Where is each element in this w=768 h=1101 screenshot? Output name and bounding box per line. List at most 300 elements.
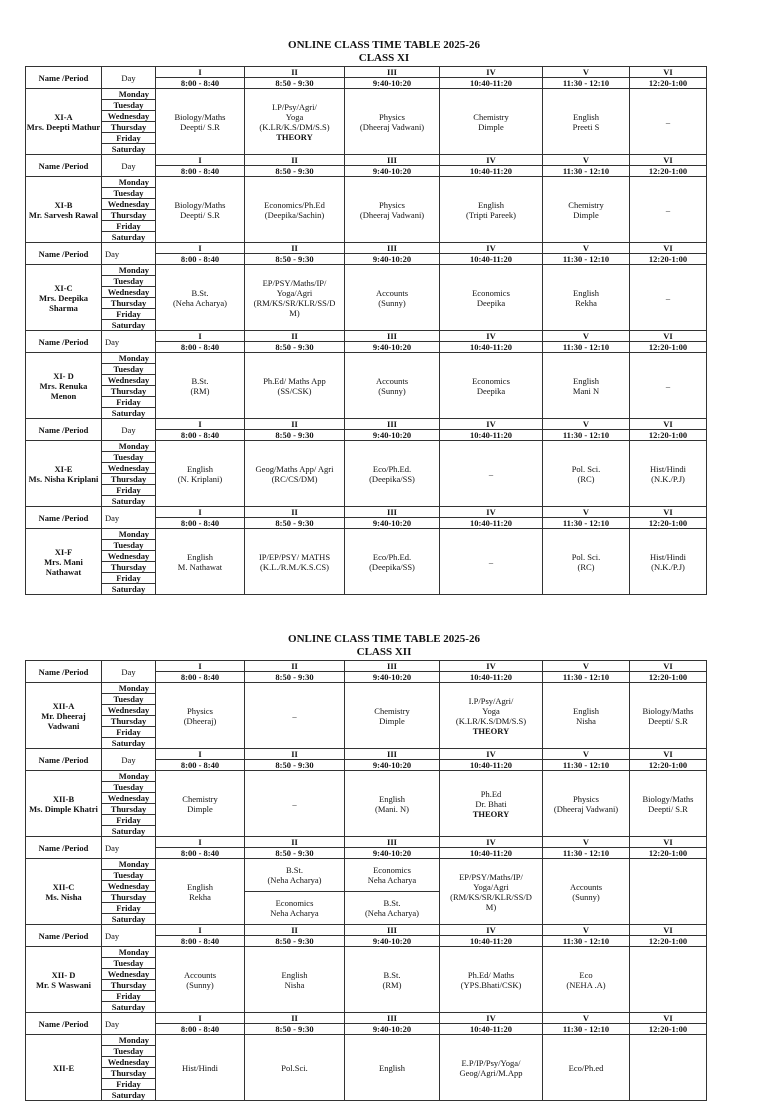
day-label: Saturday <box>102 738 156 749</box>
cell-line: (Dheeraj Vadwani) <box>359 209 425 220</box>
period-number: IV <box>440 67 543 78</box>
period-number: V <box>543 1013 630 1024</box>
cell-line: (RM) <box>382 979 402 990</box>
day-label: Wednesday <box>102 287 156 298</box>
class-section <box>26 1035 102 1101</box>
subject-cell <box>245 177 345 243</box>
period-time: 9:40-10:20 <box>345 254 440 265</box>
period-number: I <box>156 1013 245 1024</box>
period-number: I <box>156 331 245 342</box>
period-time: 8:50 - 9:30 <box>245 760 345 771</box>
cell-line: Physics <box>379 111 405 122</box>
period-time: 11:30 - 12:10 <box>543 760 630 771</box>
cell-line: English <box>573 705 599 716</box>
header-day: Day <box>102 155 156 177</box>
cell-line: Deepika <box>476 385 506 396</box>
cell-line: Deepti/ S.R <box>180 209 220 220</box>
header-name-period: Name /Period <box>26 1013 102 1035</box>
period-number: IV <box>440 749 543 760</box>
cell-line: (K.L./R.M./K.S.CS) <box>260 561 329 572</box>
day-label: Wednesday <box>102 705 156 716</box>
period-time: 9:40-10:20 <box>345 1024 440 1035</box>
period-number: VI <box>630 1013 707 1024</box>
subject-cell <box>156 265 245 331</box>
period-number: III <box>345 67 440 78</box>
period-time: 8:50 - 9:30 <box>245 78 345 89</box>
cell-line: (NEHA .A) <box>566 979 606 990</box>
day-label: Thursday <box>102 804 156 815</box>
period-time: 9:40-10:20 <box>345 760 440 771</box>
subject-cell <box>345 441 440 507</box>
period-number: I <box>156 661 245 672</box>
cell-line: (K.LR/K.S/DM/S.S) <box>259 121 330 132</box>
cell-line: (RM) <box>190 385 210 396</box>
period-number: VI <box>630 419 707 430</box>
cell-line: – <box>292 710 297 721</box>
subject-cell <box>630 89 707 155</box>
day-label: Wednesday <box>102 793 156 804</box>
cell-line: (Sunny) <box>186 979 214 990</box>
period-time: 8:50 - 9:30 <box>245 430 345 441</box>
class-xii-subtitle: CLASS XII <box>356 646 412 658</box>
section-code: XII-B <box>52 793 75 804</box>
cell-line: (RC/CS/DM) <box>271 473 318 484</box>
cell-line: (Dheeraj Vadwani) <box>359 121 425 132</box>
cell-line: (RC) <box>577 561 595 572</box>
subject-cell <box>345 177 440 243</box>
subject-cell <box>245 771 345 837</box>
section-code: XII-C <box>52 881 75 892</box>
subject-cell <box>345 529 440 595</box>
subject-cell <box>245 353 345 419</box>
subject-cell <box>245 683 345 749</box>
period-number: V <box>543 243 630 254</box>
period-time: 11:30 - 12:10 <box>543 1024 630 1035</box>
day-label: Friday <box>102 815 156 826</box>
period-time: 10:40-11:20 <box>440 518 543 529</box>
period-time: 12:20-1:00 <box>630 518 707 529</box>
day-label: Thursday <box>102 210 156 221</box>
period-number: V <box>543 331 630 342</box>
subject-cell <box>630 947 707 1013</box>
cell-line: Ph.Ed <box>480 788 502 799</box>
header-day: Day <box>102 661 156 683</box>
day-label: Thursday <box>102 1068 156 1079</box>
subject-cell <box>543 947 630 1013</box>
cell-line: (Tripti Pareek) <box>466 209 516 220</box>
day-label: Tuesday <box>102 870 156 881</box>
period-number: III <box>345 661 440 672</box>
subject-cell <box>543 529 630 595</box>
day-label: Saturday <box>102 144 156 155</box>
day-label: Saturday <box>102 1090 156 1101</box>
cell-line: M) <box>289 307 300 318</box>
teacher-name: Mrs. Deepika Sharma <box>38 292 89 313</box>
subject-cell <box>630 441 707 507</box>
cell-line: (Dheeraj) <box>183 715 217 726</box>
cell-line: (SS/CSK) <box>277 385 312 396</box>
period-number: III <box>345 155 440 166</box>
day-label: Friday <box>102 221 156 232</box>
period-time: 8:50 - 9:30 <box>245 518 345 529</box>
cell-line: Biology/Maths <box>174 199 226 210</box>
subject-cell <box>156 89 245 155</box>
period-time: 11:30 - 12:10 <box>543 672 630 683</box>
subject-cell <box>630 771 707 837</box>
cell-line: Geog/Maths App/ Agri <box>255 463 334 474</box>
period-time: 12:20-1:00 <box>630 848 707 859</box>
cell-line: Economics <box>472 287 510 298</box>
cell-line: IP/EP/PSY/ MATHS <box>258 551 331 562</box>
period-number: I <box>156 419 245 430</box>
day-label: Monday <box>102 947 156 958</box>
day-label: Monday <box>102 177 156 188</box>
class-xi-title: ONLINE CLASS TIME TABLE 2025-26 <box>288 39 480 51</box>
cell-line: THEORY <box>472 808 510 819</box>
period-number: VI <box>630 837 707 848</box>
day-label: Friday <box>102 309 156 320</box>
day-label: Monday <box>102 771 156 782</box>
subject-cell <box>543 859 630 925</box>
period-number: IV <box>440 155 543 166</box>
section-code: XI-C <box>54 282 73 293</box>
header-name-period: Name /Period <box>26 925 102 947</box>
cell-line: Yoga <box>285 111 304 122</box>
subject-cell <box>156 859 245 925</box>
day-label: Wednesday <box>102 881 156 892</box>
class-section <box>26 177 102 243</box>
cell-line: Accounts <box>375 287 409 298</box>
period-number: II <box>245 419 345 430</box>
class-xii-timetable <box>25 660 707 1101</box>
day-label: Wednesday <box>102 375 156 386</box>
subject-cell <box>543 265 630 331</box>
period-number: II <box>245 837 345 848</box>
subject-cell <box>345 265 440 331</box>
class-section <box>26 859 102 925</box>
day-label: Tuesday <box>102 782 156 793</box>
period-time: 10:40-11:20 <box>440 936 543 947</box>
period-time: 10:40-11:20 <box>440 848 543 859</box>
subject-cell <box>440 1035 543 1101</box>
period-time: 8:00 - 8:40 <box>156 342 245 353</box>
period-time: 9:40-10:20 <box>345 518 440 529</box>
period-time: 8:00 - 8:40 <box>156 518 245 529</box>
day-label: Monday <box>102 529 156 540</box>
subject-cell <box>245 265 345 331</box>
day-label: Wednesday <box>102 1057 156 1068</box>
period-number: V <box>543 67 630 78</box>
day-label: Tuesday <box>102 1046 156 1057</box>
period-time: 9:40-10:20 <box>345 430 440 441</box>
cell-line: Neha Acharya <box>367 875 417 885</box>
subject-cell <box>440 441 543 507</box>
cell-line: Hist/Hindi <box>182 1062 218 1073</box>
cell-line: (RC) <box>577 473 595 484</box>
teacher-name: Ms. Nisha Kriplani <box>28 473 99 484</box>
cell-line: Preeti S <box>572 121 600 132</box>
day-label: Monday <box>102 89 156 100</box>
subject-cell <box>345 859 440 892</box>
period-time: 8:00 - 8:40 <box>156 672 245 683</box>
day-label: Tuesday <box>102 188 156 199</box>
class-section <box>26 529 102 595</box>
period-time: 10:40-11:20 <box>440 760 543 771</box>
day-label: Saturday <box>102 320 156 331</box>
subject-cell <box>156 529 245 595</box>
cell-line: I.P/Psy/Agri/ <box>272 101 317 112</box>
period-number: III <box>345 419 440 430</box>
subject-cell <box>156 771 245 837</box>
cell-line: (N.K./P.J) <box>651 473 685 484</box>
cell-line: Pol. Sci. <box>571 551 601 562</box>
period-time: 9:40-10:20 <box>345 848 440 859</box>
class-section <box>26 683 102 749</box>
period-time: 10:40-11:20 <box>440 1024 543 1035</box>
cell-line: Chemistry <box>473 111 509 122</box>
period-number: IV <box>440 925 543 936</box>
subject-cell <box>543 683 630 749</box>
cell-line: Mani N <box>572 385 600 396</box>
cell-line: (Sunny) <box>378 385 406 396</box>
header-day: Day <box>102 925 156 947</box>
class-section <box>26 265 102 331</box>
period-time: 11:30 - 12:10 <box>543 166 630 177</box>
cell-line: Nisha <box>284 979 305 990</box>
cell-line: M. Nathawat <box>177 561 223 572</box>
day-label: Friday <box>102 573 156 584</box>
period-number: V <box>543 749 630 760</box>
cell-line: B.St. <box>383 969 401 980</box>
period-time: 12:20-1:00 <box>630 1024 707 1035</box>
teacher-name: Ms. Nisha <box>45 891 82 902</box>
subject-cell <box>630 265 707 331</box>
day-label: Friday <box>102 397 156 408</box>
subject-cell <box>630 859 707 925</box>
period-number: V <box>543 507 630 518</box>
header-name-period: Name /Period <box>26 419 102 441</box>
subject-cell <box>156 683 245 749</box>
subject-cell <box>156 947 245 1013</box>
subject-cell <box>156 1035 245 1101</box>
cell-line: E.P/IP/Psy/Yoga/ <box>461 1057 521 1068</box>
cell-line: (Mani. N) <box>375 803 409 814</box>
cell-line: B.St. <box>285 865 303 875</box>
period-time: 10:40-11:20 <box>440 672 543 683</box>
subject-cell <box>630 529 707 595</box>
period-time: 11:30 - 12:10 <box>543 518 630 529</box>
header-day: Day <box>102 507 156 529</box>
cell-line: Rekha <box>575 297 597 308</box>
day-label: Friday <box>102 903 156 914</box>
cell-line: (Dheeraj Vadwani) <box>553 803 619 814</box>
subject-cell <box>543 771 630 837</box>
cell-line: (RM/KS/SR/KLR/SS/D <box>450 891 532 902</box>
section-code: XI-E <box>54 463 73 474</box>
period-number: III <box>345 243 440 254</box>
cell-line: Chemistry <box>182 793 218 804</box>
subject-cell <box>630 1035 707 1101</box>
period-time: 12:20-1:00 <box>630 78 707 89</box>
header-day: Day <box>102 749 156 771</box>
subject-cell <box>440 859 543 925</box>
period-time: 8:50 - 9:30 <box>245 848 345 859</box>
cell-line: (N.K./P.J) <box>651 561 685 572</box>
day-label: Saturday <box>102 914 156 925</box>
cell-line: – <box>665 380 671 391</box>
cell-line: Geog/Agri/M.App <box>459 1067 523 1078</box>
period-number: VI <box>630 67 707 78</box>
subject-cell <box>543 1035 630 1101</box>
period-time: 8:00 - 8:40 <box>156 430 245 441</box>
cell-line: Accounts <box>183 969 217 980</box>
class-section <box>26 947 102 1013</box>
cell-line: B.St. <box>383 898 401 908</box>
cell-line: English <box>478 199 504 210</box>
period-time: 8:50 - 9:30 <box>245 936 345 947</box>
cell-line: Deepti/ S.R <box>648 803 688 814</box>
header-day: Day <box>102 331 156 353</box>
cell-line: – <box>665 292 671 303</box>
period-number: IV <box>440 507 543 518</box>
period-number: IV <box>440 1013 543 1024</box>
subject-cell <box>440 529 543 595</box>
teacher-name: Mrs. Renuka Menon <box>39 380 88 401</box>
period-number: I <box>156 67 245 78</box>
class-section <box>26 353 102 419</box>
cell-line: English <box>187 551 213 562</box>
cell-line: Economics <box>472 375 510 386</box>
day-label: Thursday <box>102 474 156 485</box>
period-number: VI <box>630 155 707 166</box>
period-number: IV <box>440 331 543 342</box>
day-label: Monday <box>102 1035 156 1046</box>
day-label: Friday <box>102 991 156 1002</box>
teacher-name: Mr. S Waswani <box>35 979 92 990</box>
cell-line: Nisha <box>576 715 596 726</box>
period-time: 12:20-1:00 <box>630 672 707 683</box>
period-number: III <box>345 749 440 760</box>
cell-line: (Deepika/Sachin) <box>264 209 325 220</box>
cell-line: – <box>488 468 494 479</box>
period-number: VI <box>630 925 707 936</box>
teacher-name: Mr. Dheeraj Vadwani <box>41 710 86 731</box>
cell-line: Deepika <box>476 297 506 308</box>
cell-line: (Deepika/SS) <box>369 561 415 572</box>
period-number: V <box>543 419 630 430</box>
cell-line: THEORY <box>276 131 313 142</box>
day-label: Thursday <box>102 122 156 133</box>
day-label: Monday <box>102 859 156 870</box>
day-label: Friday <box>102 133 156 144</box>
period-time: 8:00 - 8:40 <box>156 936 245 947</box>
teacher-name: Mr. Sarvesh Rawal <box>28 209 99 220</box>
period-number: III <box>345 1013 440 1024</box>
section-code: XII-E <box>52 1062 75 1073</box>
class-section <box>26 771 102 837</box>
period-number: II <box>245 749 345 760</box>
period-number: VI <box>630 331 707 342</box>
period-time: 12:20-1:00 <box>630 760 707 771</box>
cell-line: Eco <box>579 969 593 980</box>
cell-line: Dimple <box>478 121 504 132</box>
day-label: Thursday <box>102 716 156 727</box>
period-time: 8:00 - 8:40 <box>156 1024 245 1035</box>
subject-cell <box>630 353 707 419</box>
period-number: V <box>543 155 630 166</box>
period-time: 8:00 - 8:40 <box>156 848 245 859</box>
period-time: 10:40-11:20 <box>440 430 543 441</box>
cell-line: Physics <box>573 793 599 804</box>
subject-cell <box>245 892 345 925</box>
period-number: IV <box>440 837 543 848</box>
period-number: II <box>245 243 345 254</box>
period-number: II <box>245 925 345 936</box>
period-time: 10:40-11:20 <box>440 254 543 265</box>
cell-line: Pol.Sci. <box>281 1062 308 1073</box>
day-label: Tuesday <box>102 276 156 287</box>
period-number: VI <box>630 243 707 254</box>
header-name-period: Name /Period <box>26 67 102 89</box>
day-label: Tuesday <box>102 364 156 375</box>
teacher-name: Mrs. Mani Nathawat <box>44 556 83 577</box>
period-number: I <box>156 837 245 848</box>
day-label: Thursday <box>102 298 156 309</box>
subject-cell <box>630 177 707 243</box>
cell-line: Deepti/ S.R <box>180 121 220 132</box>
cell-line: Economics/Ph.Ed <box>264 199 325 210</box>
subject-cell <box>440 771 543 837</box>
day-label: Wednesday <box>102 111 156 122</box>
day-label: Tuesday <box>102 100 156 111</box>
header-name-period: Name /Period <box>26 155 102 177</box>
cell-line: Eco/Ph.ed <box>568 1062 604 1073</box>
period-time: 8:00 - 8:40 <box>156 760 245 771</box>
teacher-name: Ms. Dimple Khatri <box>29 803 98 814</box>
subject-cell <box>345 1035 440 1101</box>
subject-cell <box>345 353 440 419</box>
day-label: Thursday <box>102 386 156 397</box>
teacher-name: Mrs. Deepti Mathur <box>26 121 101 132</box>
period-number: VI <box>630 661 707 672</box>
subject-cell <box>345 892 440 925</box>
cell-line: Neha Acharya <box>270 908 319 918</box>
day-label: Saturday <box>102 1002 156 1013</box>
cell-line: Hist/Hindi <box>650 551 686 562</box>
cell-line: Rekha <box>189 891 211 902</box>
subject-cell <box>156 177 245 243</box>
cell-line: (Neha Acharya) <box>172 297 228 308</box>
section-code: XI- D <box>53 370 74 381</box>
header-name-period: Name /Period <box>26 661 102 683</box>
subject-cell <box>440 947 543 1013</box>
period-time: 8:00 - 8:40 <box>156 166 245 177</box>
day-label: Monday <box>102 353 156 364</box>
cell-line: Dr. Bhati <box>475 798 507 809</box>
cell-line: – <box>665 116 671 127</box>
subject-cell <box>156 353 245 419</box>
period-number: V <box>543 837 630 848</box>
cell-line: Chemistry <box>568 199 604 210</box>
cell-line: B.St. <box>191 375 209 386</box>
day-label: Thursday <box>102 892 156 903</box>
subject-cell <box>345 683 440 749</box>
period-number: I <box>156 925 245 936</box>
period-number: III <box>345 837 440 848</box>
cell-line: Economics <box>275 898 314 908</box>
subject-cell <box>543 177 630 243</box>
section-code: XII-A <box>52 700 75 711</box>
